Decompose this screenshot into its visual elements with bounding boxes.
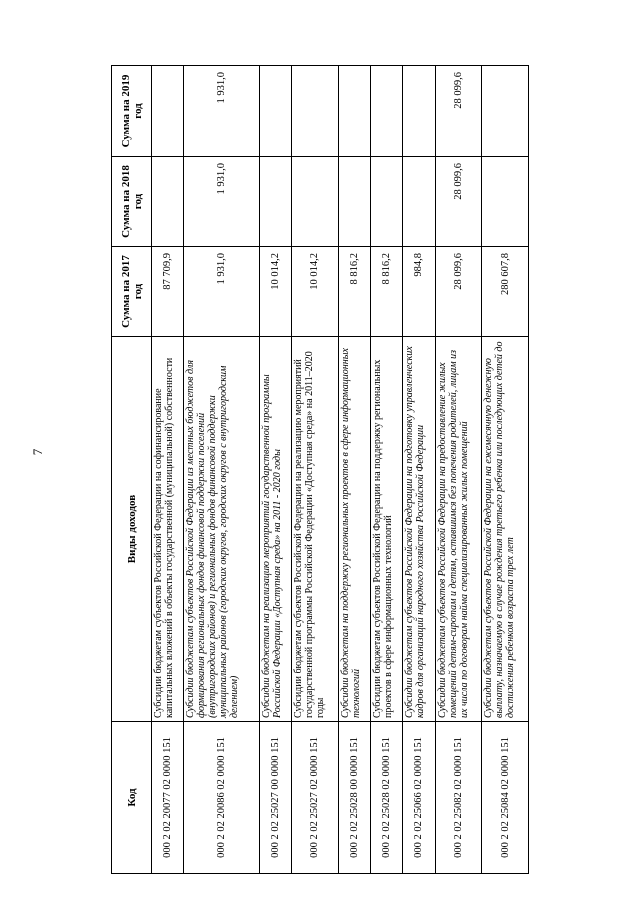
row-description: Субсидии бюджетам на реализацию мероприятий государственной программы Российской Федерации «Доступная среда» на 2011 - 2020 годы: [259, 337, 291, 722]
page-number: 7: [30, 448, 45, 456]
row-sum-2018: [338, 157, 370, 247]
row-code: 000 2 02 25084 02 0000 151: [482, 722, 529, 874]
row-sum-2019: [403, 66, 435, 157]
row-sum-2018: 1 931,0: [184, 157, 259, 247]
table-row: [259, 66, 291, 874]
row-sum-2017: 8 816,2: [338, 247, 370, 337]
table-row: [338, 66, 370, 874]
row-sum-2018: [291, 157, 338, 247]
row-code: 000 2 02 25028 02 0000 151: [370, 722, 402, 874]
row-sum-2018: [259, 157, 291, 247]
table-row: [184, 66, 259, 874]
table-row: [403, 66, 435, 874]
table-body: [152, 66, 529, 874]
row-sum-2019: [338, 66, 370, 157]
row-sum-2019: 28 099,6: [435, 66, 482, 157]
header-sum-2019: Сумма на 2019 год: [112, 66, 152, 157]
row-description: Субсидии бюджетам субъектов Российской Федерации на предоставление жилых помещений детям-сиротам и детям, оставшимся без попечения родителей, лицам из их числа по договорам найма специализированных жилых помещений: [435, 337, 482, 722]
row-code: 000 2 02 25027 00 0000 151: [259, 722, 291, 874]
row-sum-2017: 87 709,9: [152, 247, 184, 337]
row-description: Субсидии бюджетам субъектов Российской Федерации на ежемесячную денежную выплату, назначаемую в случае рождения третьего ребенка или последующих детей до достижения ребенком возраста трех лет: [482, 337, 529, 722]
row-sum-2018: [370, 157, 402, 247]
revenue-table-wrapper: [111, 66, 529, 874]
row-description: Субсидии бюджетам на поддержку региональных проектов в сфере информационных технологий: [338, 337, 370, 722]
row-sum-2017: 28 099,6: [435, 247, 482, 337]
row-description: Субсидии бюджетам субъектов Российской Федерации из местных бюджетов для формирования региональных фондов финансовой поддержки поселений (внутригородских районов) и региональных фондов финансовой поддержки муниципальных районов (городских округов, городских округов с внутригородским делением): [184, 337, 259, 722]
table-header-row: [112, 66, 152, 874]
row-sum-2017: 1 931,0: [184, 247, 259, 337]
row-code: 000 2 02 20077 02 0000 151: [152, 722, 184, 874]
table-row: [152, 66, 184, 874]
row-sum-2019: [291, 66, 338, 157]
row-sum-2018: [152, 157, 184, 247]
row-sum-2019: [152, 66, 184, 157]
row-sum-2019: [482, 66, 529, 157]
row-sum-2019: [370, 66, 402, 157]
row-code: 000 2 02 25082 02 0000 151: [435, 722, 482, 874]
row-sum-2017: 10 014,2: [259, 247, 291, 337]
row-code: 000 2 02 25028 00 0000 151: [338, 722, 370, 874]
table-row: [482, 66, 529, 874]
row-sum-2019: [259, 66, 291, 157]
row-description: Субсидии бюджетам субъектов Российской Федерации на подготовку управленческих кадров для организаций народного хозяйства Российской Федерации: [403, 337, 435, 722]
header-code: Код: [112, 722, 152, 874]
row-sum-2019: 1 931,0: [184, 66, 259, 157]
revenue-table: [111, 65, 529, 874]
row-code: 000 2 02 25066 02 0000 151: [403, 722, 435, 874]
row-sum-2018: [403, 157, 435, 247]
row-sum-2017: 984,8: [403, 247, 435, 337]
table-row: [435, 66, 482, 874]
header-sum-2017: Сумма на 2017 год: [112, 247, 152, 337]
row-sum-2017: 280 607,8: [482, 247, 529, 337]
header-sum-2018: Сумма на 2018 год: [112, 157, 152, 247]
row-sum-2017: 10 014,2: [291, 247, 338, 337]
table-row: [291, 66, 338, 874]
row-description: Субсидии бюджетам субъектов Российской Федерации на поддержку региональных проектов в сфере информационных технологий: [370, 337, 402, 722]
header-revenue-type: Виды доходов: [112, 337, 152, 722]
row-sum-2018: [482, 157, 529, 247]
table-row: [370, 66, 402, 874]
row-code: 000 2 02 25027 02 0000 151: [291, 722, 338, 874]
row-sum-2018: 28 099,6: [435, 157, 482, 247]
row-description: Субсидии бюджетам субъектов Российской Федерации на софинансирование капитальных вложений в объекты государственной (муниципальной) собственности: [152, 337, 184, 722]
row-sum-2017: 8 816,2: [370, 247, 402, 337]
row-code: 000 2 02 20086 02 0000 151: [184, 722, 259, 874]
row-description: Субсидии бюджетам субъектов Российской Федерации на реализацию мероприятий государственной программы Российской Федерации «Доступная среда» на 2011–2020 годы: [291, 337, 338, 722]
